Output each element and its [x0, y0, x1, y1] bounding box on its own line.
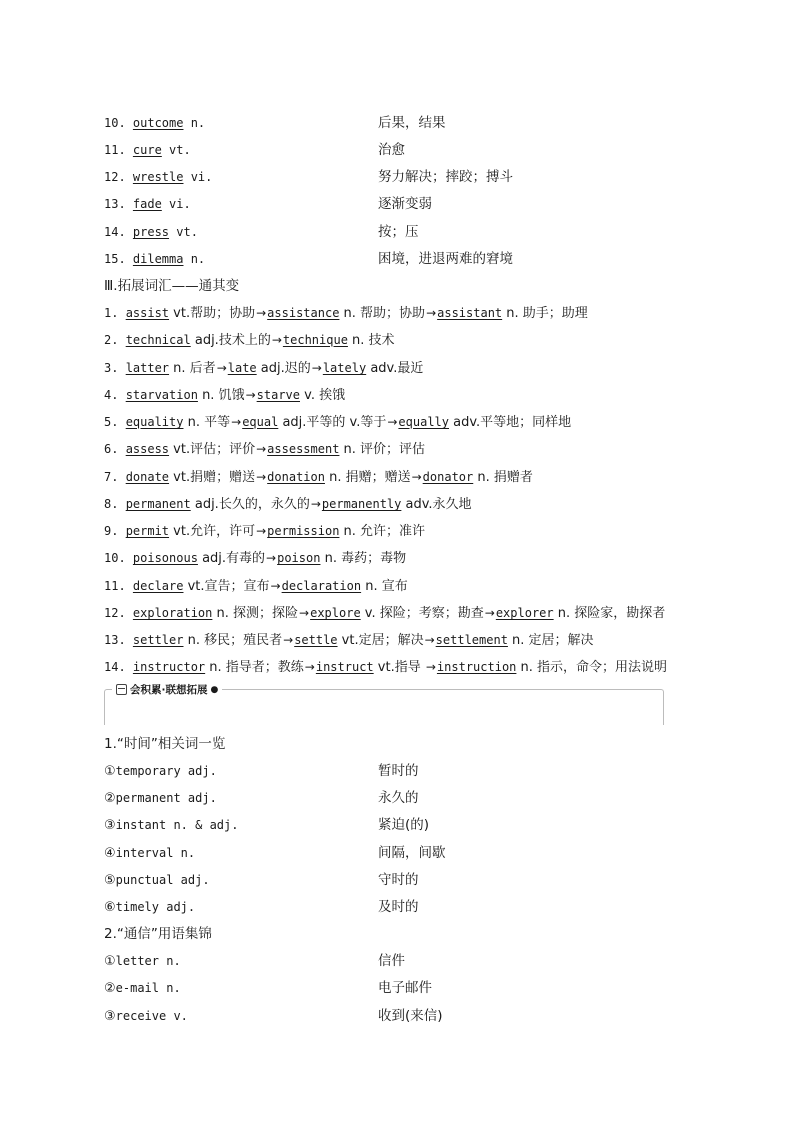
vocab-word: dilemma	[132, 252, 184, 266]
extension-gloss: vt.允许，许可	[169, 524, 256, 539]
section-heading: Ⅲ.拓展词汇——通其变	[104, 278, 240, 294]
extension-row: 4. starvation n. 饥饿→starve v. 挨饿	[104, 388, 346, 403]
extension-word: donator	[422, 470, 474, 484]
word-meaning: 信件	[378, 953, 405, 969]
word-item: ①letter n.	[104, 954, 181, 969]
arrow-right-icon: →	[245, 388, 256, 402]
arrow-right-icon: →	[256, 306, 267, 320]
extension-word: poison	[277, 551, 321, 565]
arrow-right-icon: →	[484, 606, 495, 620]
extension-gloss: n. 探险家，勘探者	[553, 606, 666, 621]
extension-word: assistance	[267, 306, 340, 320]
extension-word: declaration	[281, 579, 362, 593]
extension-gloss: adj.迟的	[256, 361, 311, 376]
extension-word: lately	[322, 361, 367, 375]
extension-word: permission	[267, 524, 340, 538]
extension-gloss: vt.捐赠；赠送	[169, 470, 256, 485]
arrow-right-icon: →	[424, 633, 435, 647]
extension-word: assessment	[267, 442, 340, 456]
arrow-right-icon: →	[271, 333, 282, 347]
extension-gloss: n. 定居；解决	[507, 633, 594, 648]
extension-row: 10. poisonous adj.有毒的→poison n. 毒药；毒物	[104, 551, 407, 566]
extension-gloss: adj.技术上的	[190, 333, 271, 348]
arrow-right-icon: →	[283, 633, 294, 647]
vocab-word: wrestle	[132, 170, 184, 184]
word-meaning: 守时的	[378, 872, 419, 888]
word-meaning: 永久的	[378, 790, 419, 806]
extension-gloss: n. 助手；助理	[502, 306, 588, 321]
word-meaning: 电子邮件	[378, 980, 432, 996]
extension-gloss: vt.定居；解决	[337, 633, 424, 648]
word-item: ⑥timely adj.	[104, 900, 196, 915]
vocab-word: cure	[132, 143, 162, 157]
extension-word: assess	[125, 442, 170, 456]
arrow-right-icon: →	[216, 361, 227, 375]
extension-word: poisonous	[132, 551, 198, 565]
extension-gloss: n. 帮助；协助	[339, 306, 426, 321]
extension-row: 1. assist vt.帮助；协助→assistance n. 帮助；协助→assistant n. 助手；助理	[104, 306, 588, 321]
extension-gloss: n. 捐赠者	[473, 470, 533, 485]
extension-gloss: adv.平等地；同样地	[449, 415, 572, 430]
arrow-right-icon: →	[256, 524, 267, 538]
group-title: 1.“时间”相关词一览	[104, 736, 226, 752]
word-meaning: 间隔，间歇	[378, 845, 446, 861]
vocab-word: fade	[132, 197, 162, 211]
extension-row: 2. technical adj.技术上的→technique n. 技术	[104, 333, 395, 348]
arrow-right-icon: →	[256, 470, 267, 484]
extension-word: equally	[398, 415, 449, 429]
extension-word: equality	[125, 415, 184, 429]
word-item: ②permanent adj.	[104, 791, 217, 806]
extension-word: donate	[125, 470, 170, 484]
word-item: ③receive v.	[104, 1009, 188, 1024]
extension-word: starve	[256, 388, 300, 402]
extension-word: equal	[242, 415, 279, 429]
extension-word: instructor	[132, 660, 206, 674]
extension-word: assistant	[437, 306, 503, 320]
extension-gloss: v. 挨饿	[300, 388, 346, 403]
extension-word: donation	[267, 470, 325, 484]
arrow-right-icon: →	[425, 660, 436, 674]
extension-gloss: n. 捐赠；赠送	[324, 470, 411, 485]
extension-gloss: n. 探测；探险	[212, 606, 299, 621]
word-item: ①temporary adj.	[104, 764, 217, 779]
extension-row: 13. settler n. 移民；殖民者→settle vt.定居；解决→settlement n. 定居；解决	[104, 633, 594, 648]
extension-gloss: n. 允许；准许	[339, 524, 426, 539]
extension-row: 5. equality n. 平等→equal adj.平等的 v.等于→equally adv.平等地；同样地	[104, 415, 572, 430]
extension-gloss: adj.平等的 v.等于	[278, 415, 387, 430]
arrow-right-icon: →	[299, 606, 310, 620]
vocab-meaning: 治愈	[378, 142, 405, 158]
arrow-right-icon: →	[426, 306, 437, 320]
vocab-row: 12. wrestle vi.	[104, 170, 213, 184]
extension-word: explore	[310, 606, 361, 620]
extension-word: technique	[282, 333, 348, 347]
extension-gloss: vt.帮助；协助	[169, 306, 256, 321]
extension-gloss: vt.指导	[373, 660, 425, 675]
extension-word: instruction	[436, 660, 517, 674]
vocab-row: 15. dilemma n.	[104, 252, 206, 266]
extension-row: 3. latter n. 后者→late adj.迟的→lately adv.最近	[104, 361, 424, 376]
extension-row: 11. declare vt.宣告；宣布→declaration n. 宣布	[104, 579, 408, 594]
word-item: ⑤punctual adj.	[104, 873, 210, 888]
arrow-right-icon: →	[266, 551, 277, 565]
extension-word: settlement	[435, 633, 508, 647]
extension-word: declare	[132, 579, 184, 593]
extension-word: technical	[125, 333, 191, 347]
extension-gloss: n. 指示，命令；用法说明	[516, 660, 668, 675]
vocab-meaning: 努力解决；摔跤；搏斗	[378, 169, 513, 185]
vocab-meaning: 困境，进退两难的窘境	[378, 251, 513, 267]
word-meaning: 紧迫(的)	[378, 817, 430, 833]
extension-gloss: adv.最近	[366, 361, 424, 376]
vocab-meaning: 逐渐变弱	[378, 196, 432, 212]
arrow-right-icon: →	[231, 415, 242, 429]
extension-gloss: vt.宣告；宣布	[183, 579, 270, 594]
extension-word: instruct	[315, 660, 374, 674]
word-item: ④interval n.	[104, 846, 196, 861]
vocab-meaning: 后果，结果	[378, 115, 446, 131]
extension-word: settler	[132, 633, 184, 647]
group-title: 2.“通信”用语集锦	[104, 926, 212, 942]
arrow-right-icon: →	[387, 415, 398, 429]
extension-word: exploration	[132, 606, 213, 620]
extension-row: 12. exploration n. 探测；探险→explore v. 探险；考察；勘查→explorer n. 探险家，勘探者	[104, 606, 666, 621]
word-meaning: 及时的	[378, 899, 419, 915]
vocab-word: press	[132, 225, 170, 239]
extension-gloss: n. 技术	[347, 333, 395, 348]
extension-gloss: adj.长久的，永久的	[190, 497, 310, 512]
extension-row: 7. donate vt.捐赠；赠送→donation n. 捐赠；赠送→donator n. 捐赠者	[104, 470, 533, 485]
extension-gloss: adv.永久地	[401, 497, 472, 512]
extension-word: assist	[125, 306, 170, 320]
word-item: ③instant n. & adj.	[104, 818, 239, 833]
extension-gloss: n. 平等	[183, 415, 231, 430]
extension-gloss: n. 评价；评估	[339, 442, 426, 457]
extension-gloss: n. 饥饿	[197, 388, 245, 403]
vocab-row: 13. fade vi.	[104, 197, 191, 211]
word-meaning: 暂时的	[378, 763, 419, 779]
extension-gloss: n. 毒药；毒物	[320, 551, 407, 566]
extension-row: 8. permanent adj.长久的，永久的→permanently adv.永久地	[104, 497, 472, 512]
word-meaning: 收到(来信)	[378, 1008, 443, 1024]
extension-row: 6. assess vt.评估；评价→assessment n. 评价；评估	[104, 442, 426, 457]
extension-word: permanently	[321, 497, 402, 511]
extension-gloss: v. 探险；考察；勘查	[360, 606, 484, 621]
extension-row: 14. instructor n. 指导者；教练→instruct vt.指导 →instruction n. 指示，命令；用法说明	[104, 660, 668, 675]
vocab-row: 11. cure vt.	[104, 143, 191, 157]
extension-gloss: n. 指导者；教练	[205, 660, 304, 675]
arrow-right-icon: →	[256, 442, 267, 456]
dot-icon: ●	[210, 684, 219, 695]
vocab-meaning: 按；压	[378, 224, 419, 240]
arrow-right-icon: →	[304, 660, 315, 674]
extension-gloss: n. 后者	[169, 361, 216, 376]
vocab-row: 14. press vt.	[104, 225, 198, 239]
vocab-word: outcome	[132, 116, 184, 130]
extension-word: explorer	[495, 606, 554, 620]
extension-word: late	[227, 361, 257, 375]
extension-word: settle	[294, 633, 338, 647]
extension-word: permit	[125, 524, 170, 538]
extension-word: latter	[125, 361, 170, 375]
extension-word: starvation	[125, 388, 198, 402]
tip-box-label: 会积累·联想拓展 ●	[112, 682, 222, 697]
minus-box-icon	[116, 684, 127, 695]
extension-word: permanent	[125, 497, 191, 511]
arrow-right-icon: →	[411, 470, 422, 484]
extension-gloss: n. 宣布	[361, 579, 408, 594]
extension-gloss: n. 移民；殖民者	[183, 633, 283, 648]
vocab-row: 10. outcome n.	[104, 116, 206, 130]
arrow-right-icon: →	[311, 361, 322, 375]
arrow-right-icon: →	[310, 497, 321, 511]
arrow-right-icon: →	[270, 579, 281, 593]
extension-gloss: adj.有毒的	[197, 551, 266, 566]
extension-gloss: vt.评估；评价	[169, 442, 256, 457]
extension-row: 9. permit vt.允许，许可→permission n. 允许；准许	[104, 524, 426, 539]
word-item: ②e-mail n.	[104, 981, 181, 996]
